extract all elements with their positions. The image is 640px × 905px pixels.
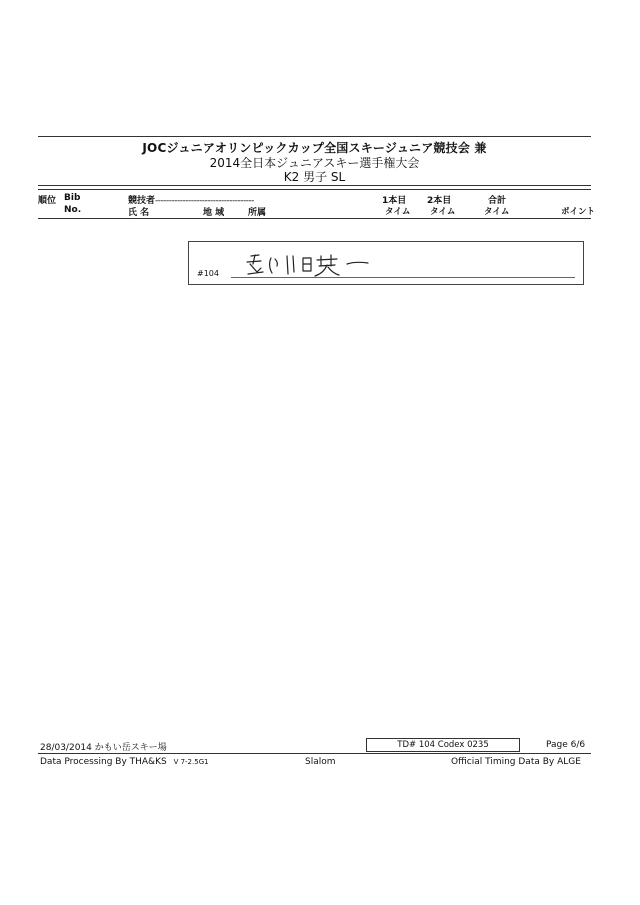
col-total: 合計	[488, 196, 507, 206]
col-region: 地 域	[203, 208, 225, 218]
col-run2: 2本目	[427, 196, 452, 206]
col-rank: 順位	[38, 196, 57, 206]
col-run1: 1本目	[382, 196, 407, 206]
td-codex-box: TD# 104 Codex 0235	[366, 738, 520, 752]
championship-title: 2014全日本ジュニアスキー選手権大会	[209, 156, 420, 170]
col-bib-no: No.	[64, 205, 82, 215]
col-total-time: タイム	[484, 207, 510, 217]
handwritten-signature	[241, 250, 371, 280]
entry-box	[188, 241, 584, 285]
timing-credit: Official Timing Data By ALGE	[451, 757, 581, 767]
discipline: Slalom	[305, 757, 336, 767]
version-label: V 7-2.5G1	[173, 758, 209, 766]
col-competitor-dashes: ------------------------------------	[155, 196, 254, 206]
data-processing	[40, 757, 209, 767]
col-run1-time: タイム	[385, 207, 411, 217]
header-top-rule	[38, 136, 591, 137]
header-rule-1	[38, 185, 591, 186]
entry-underline	[231, 277, 575, 278]
category-title: K2 男子 SL	[283, 170, 346, 184]
header-rule-2	[38, 189, 591, 190]
header-bottom-rule	[38, 218, 591, 219]
col-affiliation: 所属	[248, 208, 267, 218]
col-run2-time: タイム	[430, 207, 456, 217]
col-points: ポイント	[561, 207, 596, 217]
processing-label: Data Processing By THA&KS	[40, 757, 167, 767]
col-name: 氏 名	[128, 208, 150, 218]
footer-rule	[38, 753, 591, 754]
date-venue: 28/03/2014 かもい岳スキー場	[40, 743, 167, 753]
event-title: JOCジュニアオリンピックカップ全国スキージュニア競技会 兼	[142, 141, 487, 155]
col-bib: Bib	[64, 193, 81, 203]
page-number: Page 6/6	[546, 740, 586, 750]
entry-bib: #104	[197, 269, 219, 278]
col-competitor-label: 競技者	[128, 196, 156, 206]
